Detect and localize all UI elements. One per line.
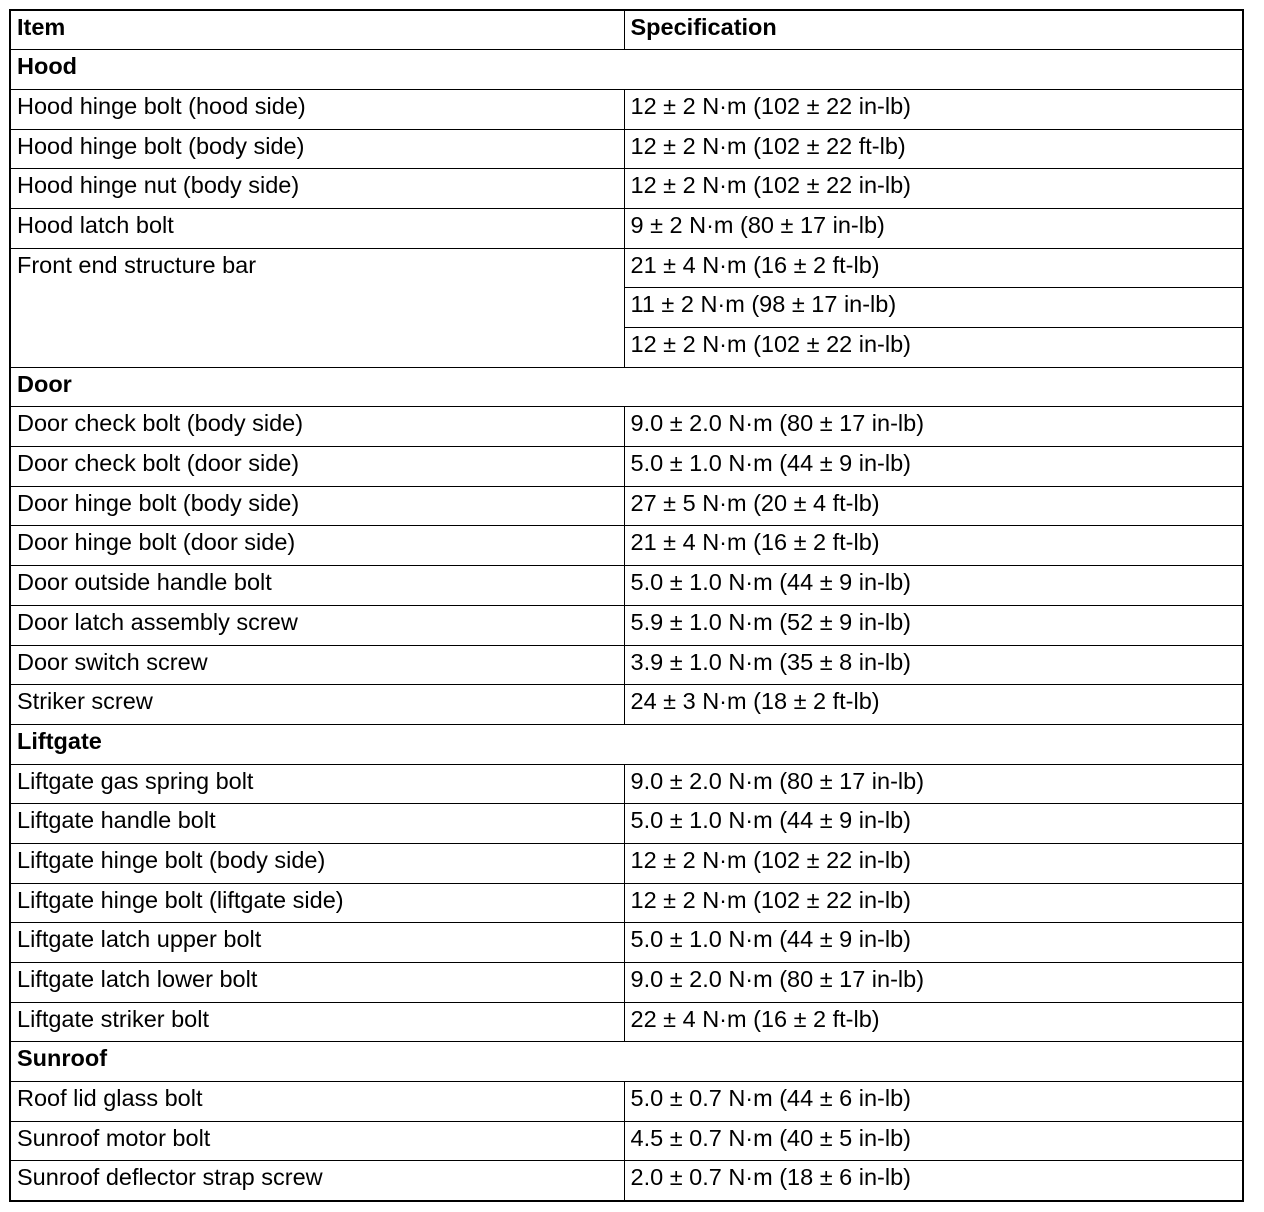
column-header-item: Item (10, 10, 624, 50)
item-cell: Hood latch bolt (10, 208, 624, 248)
specification-cell: 5.0 ± 1.0 N·m (44 ± 9 in-lb) (624, 447, 1243, 487)
specification-cell: 9.0 ± 2.0 N·m (80 ± 17 in-lb) (624, 963, 1243, 1003)
specification-cell: 5.0 ± 1.0 N·m (44 ± 9 in-lb) (624, 804, 1243, 844)
item-cell: Hood hinge nut (body side) (10, 169, 624, 209)
section-header-row (10, 724, 1243, 764)
table-row (10, 645, 1243, 685)
table-row (10, 1082, 1243, 1122)
specification-cell: 11 ± 2 N·m (98 ± 17 in-lb) (624, 288, 1243, 328)
item-cell: Liftgate latch lower bolt (10, 963, 624, 1003)
specification-cell: 12 ± 2 N·m (102 ± 22 in-lb) (624, 843, 1243, 883)
specification-cell: 21 ± 4 N·m (16 ± 2 ft-lb) (624, 526, 1243, 566)
specification-cell: 2.0 ± 0.7 N·m (18 ± 6 in-lb) (624, 1161, 1243, 1201)
item-cell: Door check bolt (body side) (10, 407, 624, 447)
specification-cell: 3.9 ± 1.0 N·m (35 ± 8 in-lb) (624, 645, 1243, 685)
specification-cell: 22 ± 4 N·m (16 ± 2 ft-lb) (624, 1002, 1243, 1042)
specification-cell: 12 ± 2 N·m (102 ± 22 in-lb) (624, 328, 1243, 368)
table-row (10, 764, 1243, 804)
section-title: Door (10, 367, 1243, 407)
specification-cell: 5.0 ± 0.7 N·m (44 ± 6 in-lb) (624, 1082, 1243, 1122)
table-row (10, 447, 1243, 487)
item-cell: Striker screw (10, 685, 624, 725)
specification-cell: 12 ± 2 N·m (102 ± 22 in-lb) (624, 89, 1243, 129)
item-cell: Door latch assembly screw (10, 605, 624, 645)
specification-cell: 12 ± 2 N·m (102 ± 22 ft-lb) (624, 129, 1243, 169)
item-cell: Hood hinge bolt (hood side) (10, 89, 624, 129)
table-row (10, 169, 1243, 209)
specification-cell: 9 ± 2 N·m (80 ± 17 in-lb) (624, 208, 1243, 248)
item-cell: Door hinge bolt (door side) (10, 526, 624, 566)
item-cell: Liftgate hinge bolt (liftgate side) (10, 883, 624, 923)
table-row (10, 804, 1243, 844)
table-row (10, 129, 1243, 169)
item-cell: Door outside handle bolt (10, 566, 624, 606)
table-row (10, 963, 1243, 1003)
table-row (10, 605, 1243, 645)
specification-cell: 12 ± 2 N·m (102 ± 22 in-lb) (624, 169, 1243, 209)
table-row (10, 883, 1243, 923)
item-cell: Liftgate striker bolt (10, 1002, 624, 1042)
item-cell: Front end structure bar (10, 248, 624, 367)
section-header-row (10, 50, 1243, 90)
item-cell: Hood hinge bolt (body side) (10, 129, 624, 169)
specification-cell: 5.0 ± 1.0 N·m (44 ± 9 in-lb) (624, 923, 1243, 963)
item-cell: Roof lid glass bolt (10, 1082, 624, 1122)
section-title: Hood (10, 50, 1243, 90)
specification-cell: 21 ± 4 N·m (16 ± 2 ft-lb) (624, 248, 1243, 288)
item-cell: Door check bolt (door side) (10, 447, 624, 487)
section-header-row (10, 1042, 1243, 1082)
item-cell: Sunroof motor bolt (10, 1121, 624, 1161)
item-cell: Liftgate gas spring bolt (10, 764, 624, 804)
specification-cell: 5.0 ± 1.0 N·m (44 ± 9 in-lb) (624, 566, 1243, 606)
item-cell: Sunroof deflector strap screw (10, 1161, 624, 1201)
section-title: Liftgate (10, 724, 1243, 764)
table-row (10, 526, 1243, 566)
table-row (10, 1002, 1243, 1042)
specification-cell: 9.0 ± 2.0 N·m (80 ± 17 in-lb) (624, 407, 1243, 447)
table-body (10, 50, 1243, 1201)
item-cell: Liftgate latch upper bolt (10, 923, 624, 963)
item-cell: Door hinge bolt (body side) (10, 486, 624, 526)
torque-spec-table (9, 9, 1244, 1202)
section-header-row (10, 367, 1243, 407)
table-row (10, 208, 1243, 248)
table-row (10, 1161, 1243, 1201)
table-row (10, 685, 1243, 725)
table-row (10, 486, 1243, 526)
item-cell: Liftgate hinge bolt (body side) (10, 843, 624, 883)
item-cell: Door switch screw (10, 645, 624, 685)
table-row (10, 407, 1243, 447)
section-title: Sunroof (10, 1042, 1243, 1082)
specification-cell: 24 ± 3 N·m (18 ± 2 ft-lb) (624, 685, 1243, 725)
table-row (10, 1121, 1243, 1161)
specification-cell: 27 ± 5 N·m (20 ± 4 ft-lb) (624, 486, 1243, 526)
column-header-specification: Specification (624, 10, 1243, 50)
table-row (10, 923, 1243, 963)
specification-cell: 12 ± 2 N·m (102 ± 22 in-lb) (624, 883, 1243, 923)
table-row (10, 843, 1243, 883)
table-row (10, 248, 1243, 288)
table-row (10, 566, 1243, 606)
header-row (10, 10, 1243, 50)
item-cell: Liftgate handle bolt (10, 804, 624, 844)
specification-cell: 9.0 ± 2.0 N·m (80 ± 17 in-lb) (624, 764, 1243, 804)
specification-cell: 5.9 ± 1.0 N·m (52 ± 9 in-lb) (624, 605, 1243, 645)
table-row (10, 89, 1243, 129)
specification-cell: 4.5 ± 0.7 N·m (40 ± 5 in-lb) (624, 1121, 1243, 1161)
